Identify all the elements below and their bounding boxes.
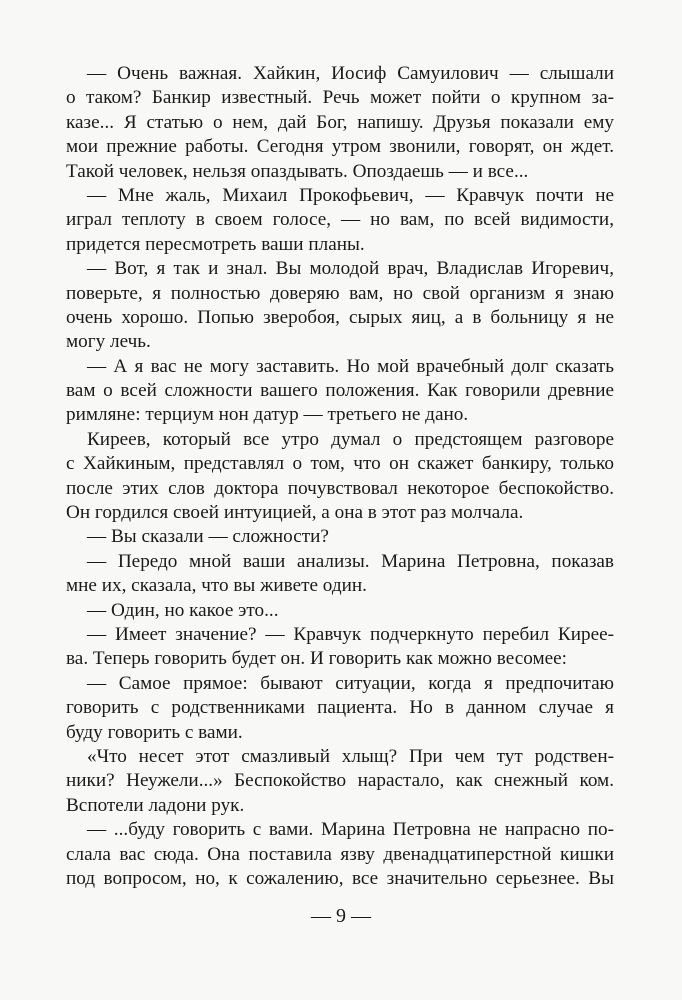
text-line: говорить с родственниками пациента. Но в данном случае я bbox=[66, 697, 614, 719]
text-line: мне их, сказала, что вы живете один. bbox=[66, 575, 367, 597]
paragraph bbox=[66, 184, 614, 257]
text-line: вам о всей сложности вашего положения. Как говорили древние bbox=[66, 380, 614, 402]
text-line: Киреев, который все утро думал о предстоящем разговоре bbox=[87, 428, 614, 450]
text-line: Такой человек, нельзя опаздывать. Опоздаешь — и все... bbox=[66, 160, 529, 182]
text-line: — Имеет значение? — Кравчук подчеркнуто перебил Кирее- bbox=[87, 623, 614, 645]
paragraph bbox=[66, 62, 614, 184]
text-line: очень хорошо. Попью зверобоя, сырых яиц, а в больницу я не bbox=[66, 306, 614, 328]
text-line: — Один, но какое это... bbox=[87, 599, 279, 621]
text-line: после этих слов доктора почувствовал некоторое беспокойство. bbox=[66, 477, 614, 499]
text-line: слала вас сюда. Она поставила язву двенадцатиперстной кишки bbox=[66, 843, 614, 865]
text-line: играл теплоту в своем голосе, — но вам, по всей видимости, bbox=[66, 209, 614, 231]
paragraph bbox=[66, 623, 614, 672]
text-line: — Передо мной ваши анализы. Марина Петровна, показав bbox=[87, 550, 614, 572]
paragraph bbox=[66, 257, 614, 355]
text-line: казе... Я статью о нем, дай Бог, напишу. Друзья показали ему bbox=[66, 111, 614, 133]
text-line: Вспотели ладони рук. bbox=[66, 794, 245, 816]
text-line: — Вы сказали — сложности? bbox=[87, 526, 329, 548]
text-line: поверьте, я полностью доверяю вам, но свой организм я знаю bbox=[66, 282, 614, 304]
text-line: «Что несет этот смазливый хлыщ? При чем тут родствен- bbox=[87, 745, 614, 767]
text-line: ва. Теперь говорить будет он. И говорить как можно весомее: bbox=[66, 648, 567, 670]
text-line: о таком? Банкир известный. Речь может пойти о крупном за- bbox=[66, 87, 614, 109]
paragraph bbox=[66, 745, 614, 818]
text-line: мои прежние работы. Сегодня утром звонили, говорят, он ждет. bbox=[66, 136, 614, 158]
paragraph bbox=[66, 550, 614, 599]
text-line: буду говорить с вами. bbox=[66, 721, 243, 743]
text-line: ники? Неужели...» Беспокойство нарастало, как снежный ком. bbox=[66, 770, 614, 792]
page-number: — 9 — bbox=[311, 905, 371, 927]
paragraph bbox=[66, 355, 614, 428]
text-line: — ...буду говорить с вами. Марина Петровна не напрасно по- bbox=[87, 819, 614, 841]
paragraph bbox=[66, 525, 614, 549]
paragraph bbox=[66, 428, 614, 526]
text-line: под вопросом, но, к сожалению, все значительно серьезнее. Вы bbox=[66, 867, 614, 889]
body-text bbox=[66, 62, 614, 891]
text-line: придется пересмотреть ваши планы. bbox=[66, 233, 365, 255]
text-line: римляне: терциум нон датур — третьего не дано. bbox=[66, 404, 469, 426]
text-line: могу лечь. bbox=[66, 331, 151, 353]
text-line: — Вот, я так и знал. Вы молодой врач, Владислав Игоревич, bbox=[87, 258, 614, 280]
paragraph bbox=[66, 599, 614, 623]
text-line: — А я вас не могу заставить. Но мой врачебный долг сказать bbox=[87, 355, 614, 377]
paragraph bbox=[66, 818, 614, 891]
text-line: — Мне жаль, Михаил Прокофьевич, — Кравчук почти не bbox=[87, 184, 614, 206]
text-line: — Самое прямое: бывают ситуации, когда я предпочитаю bbox=[87, 672, 614, 694]
paragraph bbox=[66, 672, 614, 745]
text-line: — Очень важная. Хайкин, Иосиф Самуилович — слышали bbox=[87, 63, 614, 84]
text-line: с Хайкиным, представлял о том, что он скажет банкиру, только bbox=[66, 453, 614, 475]
text-line: Он гордился своей интуицией, а она в этот раз молчала. bbox=[66, 502, 524, 524]
